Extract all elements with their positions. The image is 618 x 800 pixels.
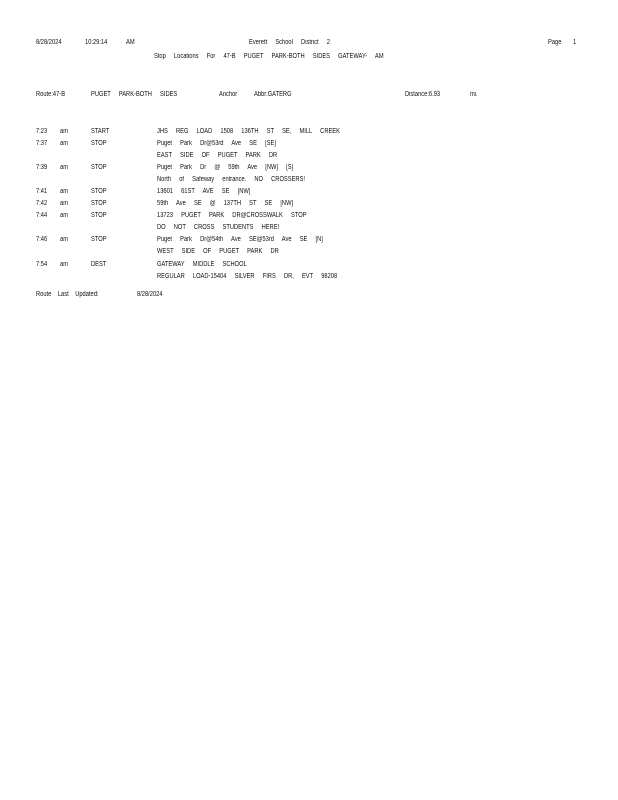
stop-time: 7:44: [36, 212, 48, 219]
stop-time: 7:54: [36, 261, 48, 268]
page-number: 1: [573, 39, 577, 46]
stop-location-line: WEST SIDE OF PUGET PARK DR: [157, 248, 279, 255]
anchor-label: Anchor: [219, 91, 238, 98]
stop-type: STOP: [91, 212, 107, 219]
route-abbr: Abbr:GATERG: [254, 91, 292, 98]
stop-ampm: am: [60, 236, 68, 243]
district-name: Everett School District 2: [249, 39, 330, 46]
stop-location-line: North of Safeway entrance. NO CROSSERS!: [157, 176, 305, 183]
stop-location-line: 13723 PUGET PARK DR@CROSSWALK STOP: [157, 212, 307, 219]
route-distance: Distance:6.93: [405, 91, 441, 98]
stop-type: STOP: [91, 200, 107, 207]
stop-location-line: GATEWAY MIDDLE SCHOOL: [157, 261, 247, 268]
stop-ampm: am: [60, 200, 68, 207]
stop-time: 7:46: [36, 236, 48, 243]
stop-time: 7:41: [36, 188, 48, 195]
stop-type: DEST: [91, 261, 107, 268]
stop-time: 7:39: [36, 164, 48, 171]
stop-ampm: am: [60, 128, 68, 135]
report-ampm: AM: [126, 39, 135, 46]
stop-location-line: DO NOT CROSS STUDENTS HERE!: [157, 224, 280, 231]
stop-location-line: 59th Ave SE @ 137TH ST SE [NW]: [157, 200, 294, 207]
stop-type: STOP: [91, 164, 107, 171]
stop-ampm: am: [60, 140, 68, 147]
stop-type: START: [91, 128, 110, 135]
report-time: 10:29:14: [85, 39, 108, 46]
report-date: 8/28/2024: [36, 39, 62, 46]
stop-location-line: Puget Park Dr@53rd Ave SE [SE]: [157, 140, 276, 147]
stop-type: STOP: [91, 236, 107, 243]
stop-time: 7:37: [36, 140, 48, 147]
distance-unit: mi.: [470, 91, 478, 98]
stop-location-line: 13601 61ST AVE SE [NW]: [157, 188, 251, 195]
stop-type: STOP: [91, 140, 107, 147]
stop-ampm: am: [60, 261, 68, 268]
stop-time: 7:42: [36, 200, 48, 207]
stop-location-line: Puget Park Dr@54th Ave SE@53rd Ave SE [N]: [157, 236, 323, 243]
stop-ampm: am: [60, 212, 68, 219]
stop-location-line: Puget Park Dr @ 59th Ave [NW] [S]: [157, 164, 294, 171]
stop-ampm: am: [60, 164, 68, 171]
stop-location-line: JHS REG LOAD 1508 136TH ST SE, MILL CREEK: [157, 128, 340, 135]
stop-ampm: am: [60, 188, 68, 195]
stop-time: 7:23: [36, 128, 48, 135]
stop-location-line: REGULAR LOAD-15404 SILVER FIRS DR, EVT 98208: [157, 273, 338, 280]
route-id: Route:47-B: [36, 91, 66, 98]
stop-type: STOP: [91, 188, 107, 195]
last-updated-date: 8/28/2024: [137, 291, 163, 298]
stop-location-line: EAST SIDE OF PUGET PARK DR: [157, 152, 278, 159]
last-updated-label: Route Last Updated:: [36, 291, 99, 298]
report-subtitle: Stop Locations For 47-B PUGET PARK-BOTH SIDES GATEWAY- AM: [154, 53, 384, 60]
route-name: PUGET PARK-BOTH SIDES: [91, 91, 178, 98]
page-label: Page: [548, 39, 562, 46]
